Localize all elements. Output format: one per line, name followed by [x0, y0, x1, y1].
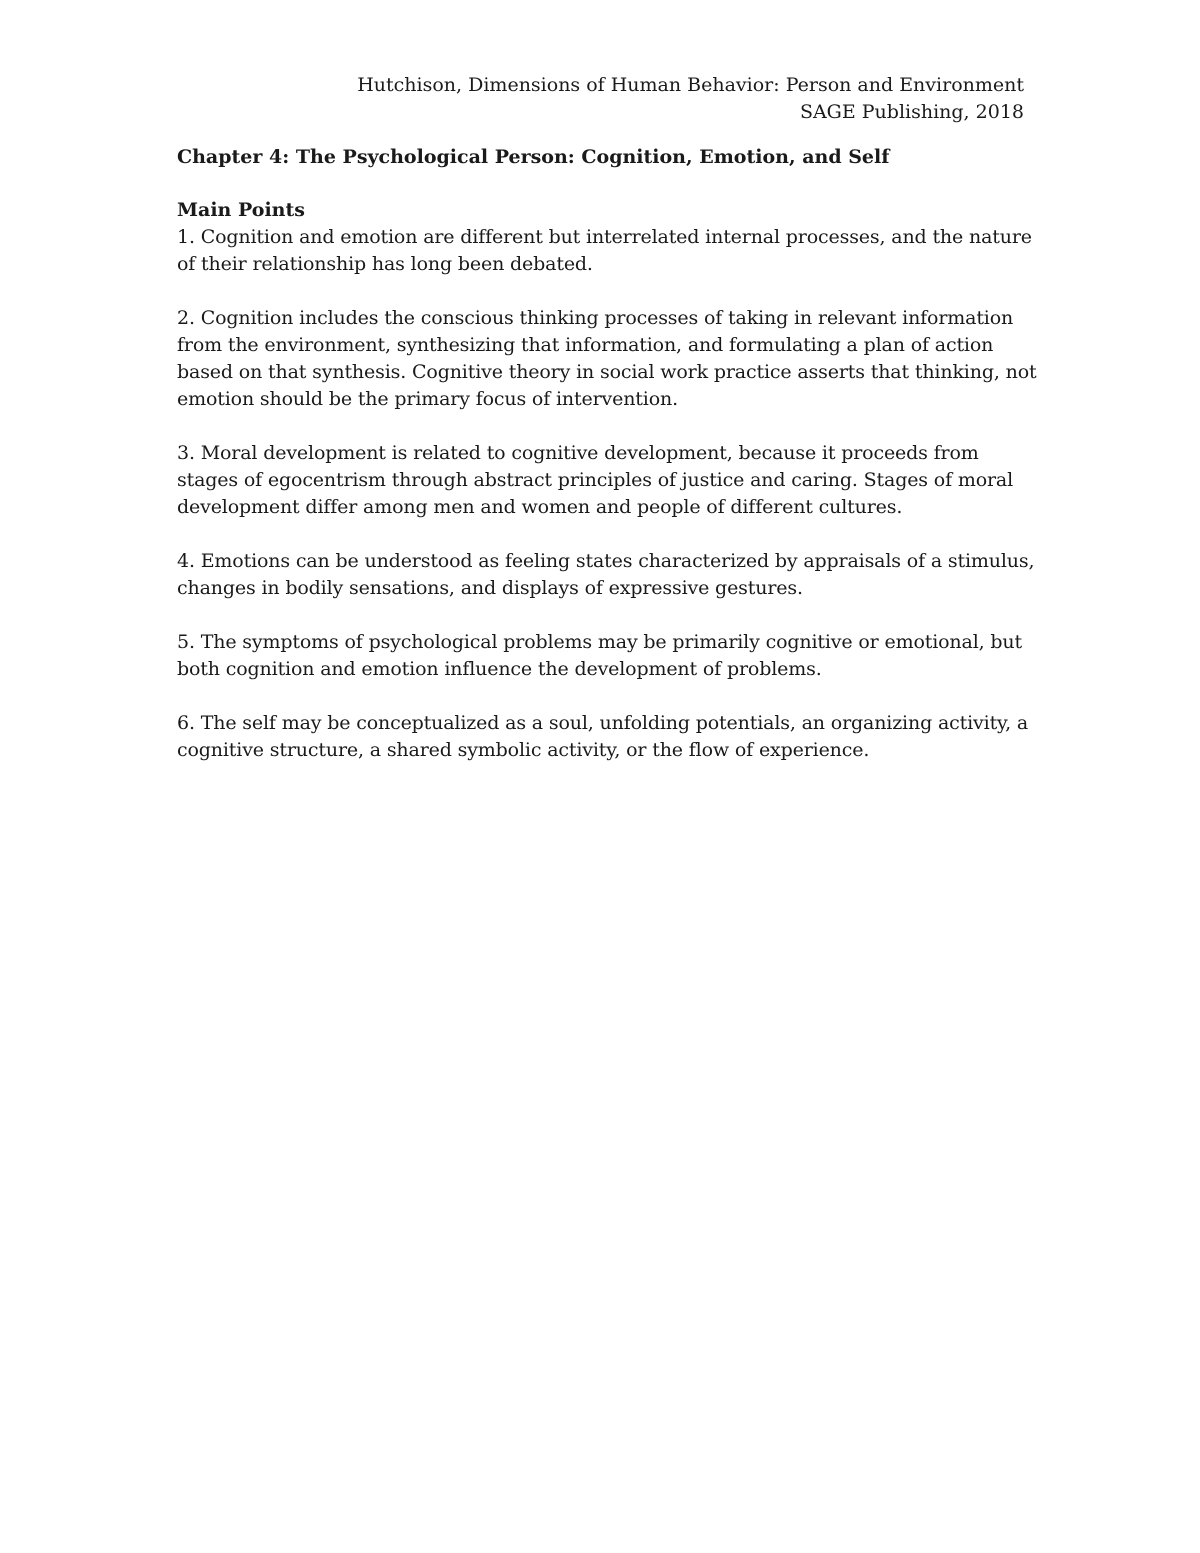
point-line: of their relationship has long been debated.: [177, 253, 593, 275]
main-point-4: [177, 548, 1035, 602]
point-line: 5. The symptoms of psychological problems may be primarily cognitive or emotional, but: [177, 631, 1022, 653]
point-line: based on that synthesis. Cognitive theory in social work practice asserts that thinking, not: [177, 361, 1037, 383]
point-line: 2. Cognition includes the conscious thinking processes of taking in relevant information: [177, 307, 1014, 329]
main-points-section: [177, 197, 1037, 791]
point-line: cognitive structure, a shared symbolic activity, or the flow of experience.: [177, 739, 870, 761]
chapter-title: Chapter 4: The Psychological Person: Cognition, Emotion, and Self: [177, 146, 890, 168]
header-publisher: SAGE Publishing, 2018: [799, 101, 1024, 123]
point-line: from the environment, synthesizing that information, and formulating a plan of action: [177, 334, 994, 356]
point-line: stages of egocentrism through abstract principles of justice and caring. Stages of moral: [177, 469, 1014, 491]
point-line: both cognition and emotion influence the development of problems.: [177, 658, 822, 680]
main-point-1: [177, 224, 1032, 278]
point-line: development differ among men and women and people of different cultures.: [177, 496, 903, 518]
header-book-title: Hutchison, Dimensions of Human Behavior: Person and Environment: [357, 74, 1024, 96]
point-line: 1. Cognition and emotion are different but interrelated internal processes, and the nature: [177, 226, 1032, 248]
document-header: [177, 72, 1024, 126]
point-line: 4. Emotions can be understood as feeling states characterized by appraisals of a stimulus,: [177, 550, 1035, 572]
point-line: 6. The self may be conceptualized as a soul, unfolding potentials, an organizing activity, a: [177, 712, 1029, 734]
point-line: 3. Moral development is related to cognitive development, because it proceeds from: [177, 442, 979, 464]
main-point-3: [177, 440, 1024, 521]
main-points-heading: Main Points: [177, 199, 305, 221]
main-point-5: [177, 629, 1024, 683]
point-line: changes in bodily sensations, and displays of expressive gestures.: [177, 577, 803, 599]
main-point-2: [177, 305, 1037, 413]
point-line: emotion should be the primary focus of intervention.: [177, 388, 678, 410]
main-point-6: [177, 710, 1029, 764]
